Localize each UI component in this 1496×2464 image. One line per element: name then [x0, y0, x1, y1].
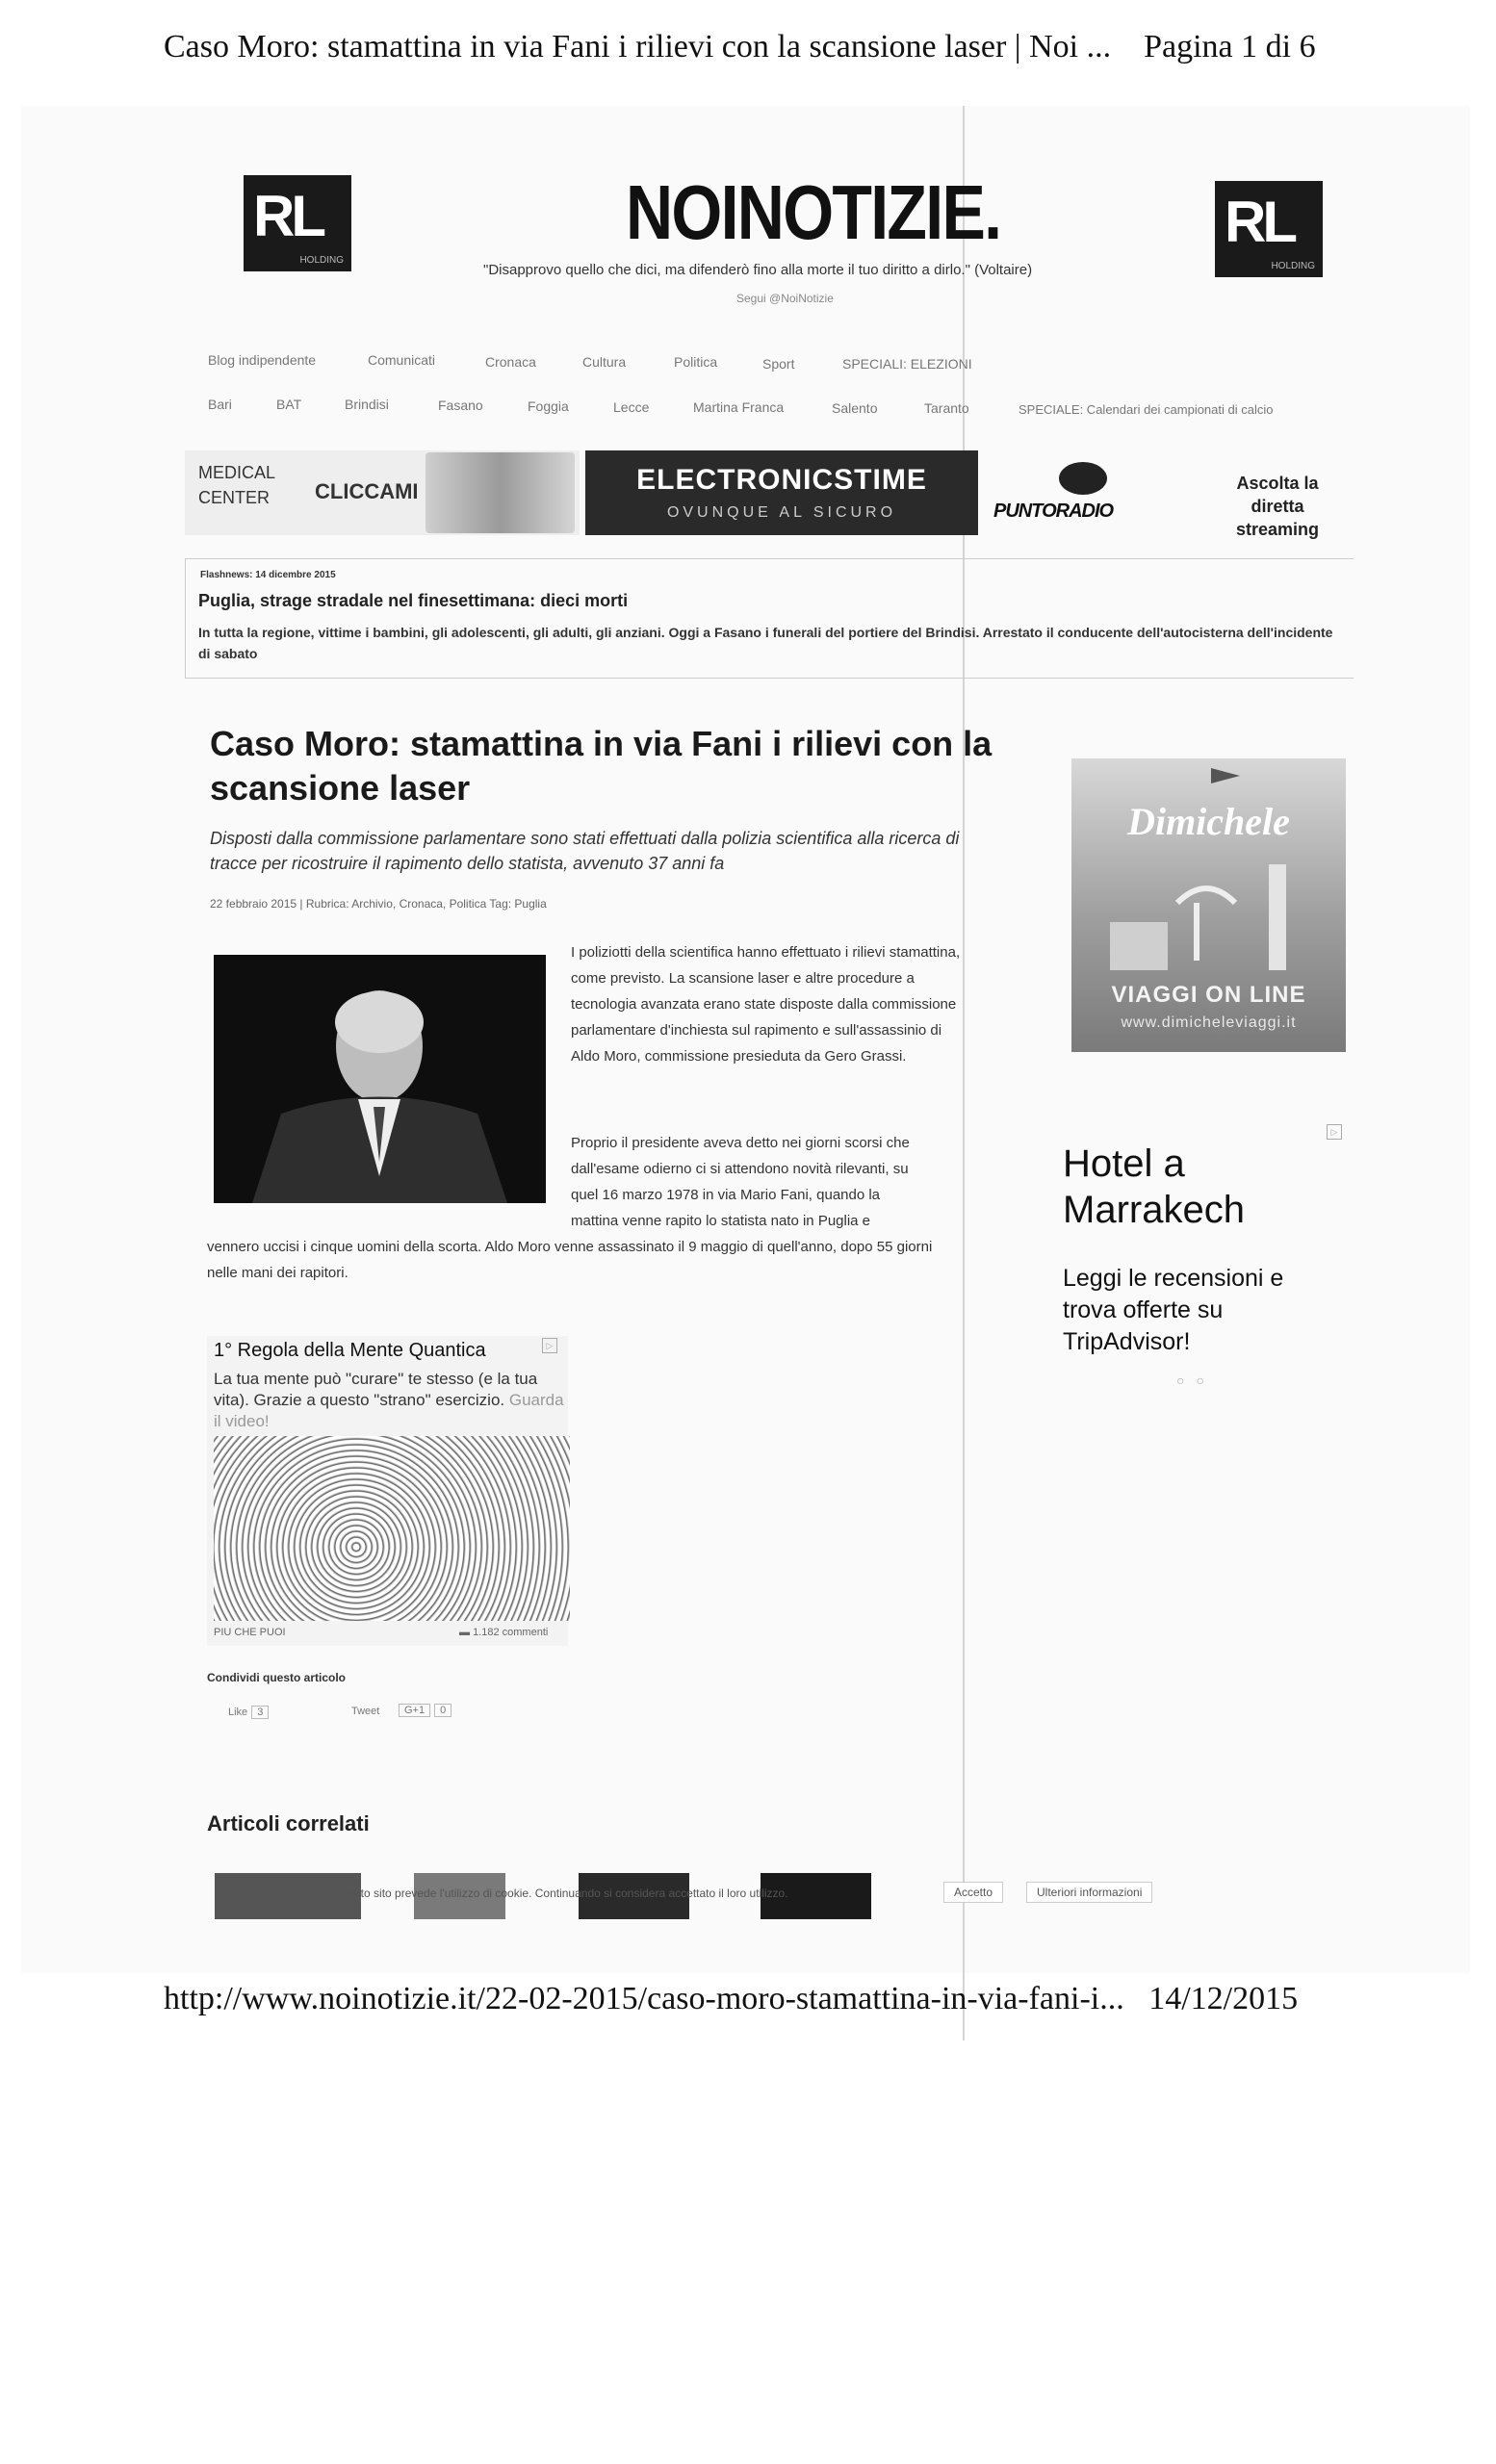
flashnews-label: Flashnews: 14 dicembre 2015 [200, 570, 336, 580]
gplus-button[interactable]: G+1 0 [395, 1704, 451, 1717]
nav-fasano[interactable]: Fasano [438, 398, 483, 413]
adchoices-icon-2[interactable]: ▷ [542, 1338, 557, 1353]
cookie-notice-text: Questo sito prevede l'utilizzo di cookie. Continuando si considera accettato il loro utilizzo. [333, 1886, 788, 1900]
scan-artifact-line [963, 106, 965, 2040]
nav-bat[interactable]: BAT [276, 397, 302, 412]
hotel-ad-title[interactable]: Hotel a Marrakech [1063, 1142, 1245, 1231]
site-motto: "Disapprovo quello che dici, ma difenderò fino alla morte il tuo diritto a dirlo." (Voltaire) [483, 262, 1033, 278]
article-paragraph-2-line-3: quel 16 marzo 1978 in via Mario Fani, quando la [571, 1187, 881, 1203]
nav-salento[interactable]: Salento [832, 400, 878, 416]
print-footer-url: http://www.noinotizie.it/22-02-2015/caso-moro-stamattina-in-via-fani-i... 14/12/2015 [164, 1981, 1299, 2016]
gplus-count: 0 [434, 1704, 451, 1717]
like-button[interactable]: Like 3 [228, 1706, 269, 1719]
site-title[interactable]: NOINOTIZIE. [626, 169, 1001, 255]
print-header-title: Caso Moro: stamattina in via Fani i rilievi con la scansione laser | Noi ... Pagina 1 di 6 [164, 29, 1316, 64]
article-subtitle: Disposti dalla commissione parlamentare sono stati effettuati dalla polizia scientifica alla ricerca di tracce per ricostruire il rapimento dello statista, avvenuto 37 anni fa [210, 829, 960, 873]
ad-electronicstime[interactable]: ELECTRONICSTIME OVUNQUE AL SICURO [585, 450, 978, 535]
cookie-more-button[interactable]: Ulteriori informazioni [1026, 1882, 1152, 1903]
adchoices-icon[interactable]: ▷ [1327, 1124, 1342, 1140]
article-paragraph-2-line-4: mattina venne rapito lo statista nato in Puglia e [571, 1213, 871, 1229]
nav-lecce[interactable]: Lecce [613, 399, 650, 415]
related-articles-title: Articoli correlati [207, 1811, 370, 1835]
mente-ad-brain-image[interactable] [214, 1436, 570, 1621]
tweet-button[interactable]: Tweet [351, 1706, 380, 1717]
mente-ad-text: La tua mente può "curare" te stesso (e la tua vita). Grazie a questo "strano" esercizio. Guarda il video! [214, 1370, 564, 1430]
nav-politica[interactable]: Politica [674, 354, 718, 370]
article-paragraph-2-line-1: Proprio il presidente aveva detto nei giorni scorsi che [571, 1135, 910, 1151]
article-paragraph-2-tail: vennero uccisi i cinque uomini della scorta. Aldo Moro venne assassinato il 9 maggio di quell'anno, dopo 55 giorni nelle mani dei rapitori. [207, 1239, 933, 1281]
flashnews-title[interactable]: Puglia, strage stradale nel finesettimana: dieci morti [198, 591, 629, 610]
aldo-moro-photo [214, 955, 546, 1203]
holding-logo-left[interactable]: RL HOLDING [244, 175, 351, 271]
mente-ad-title[interactable]: 1° Regola della Mente Quantica [214, 1340, 486, 1361]
article-paragraph-1: I poliziotti della scientifica hanno effettuato i rilievi stamattina, come previsto. La scansione laser e altre procedure a tecnologia avanzata erano state disposte dalla commissione parlamentare d'inchiesta sul rapimento e sull'assassinio di Aldo Moro, commissione presieduta da Gero Grassi. [571, 944, 961, 1065]
hotel-ad-text[interactable]: Leggi le recensioni e trova offerte su TripAdvisor! [1063, 1265, 1284, 1355]
nav-cronaca[interactable]: Cronaca [485, 354, 536, 370]
nav-comunicati[interactable]: Comunicati [368, 352, 436, 368]
nav-speciali-elezioni[interactable]: SPECIALI: ELEZIONI [842, 356, 972, 372]
nav-foggia[interactable]: Foggia [528, 398, 569, 414]
mente-ad-link[interactable]: Guarda il video! [214, 1391, 564, 1430]
nav-speciale-calendari[interactable]: SPECIALE: Calendari dei campionati di calcio [1019, 402, 1274, 417]
comment-icon: ▬ [459, 1627, 470, 1638]
print-page-number: Pagina 1 di 6 [1144, 29, 1316, 64]
holding-logo-right[interactable]: RL HOLDING [1215, 181, 1323, 277]
like-count: 3 [251, 1706, 269, 1719]
nav-brindisi[interactable]: Brindisi [345, 397, 389, 412]
nav-cultura[interactable]: Cultura [582, 354, 627, 370]
ad-medical-center[interactable]: MEDICAL CENTER CLICCAMI [185, 450, 580, 535]
radio-streaming-cta: Ascolta la diretta streaming [1235, 474, 1320, 539]
ad-dimichele-viaggi[interactable]: Dimichele VIAGGI ON LINE www.dimicheleviaggi.it [1071, 758, 1346, 1052]
ad-puntoradio[interactable]: PUNTORADIO Ascolta la diretta streaming [984, 450, 1354, 535]
share-title: Condividi questo articolo [207, 1671, 347, 1684]
puntoradio-logo-icon [1059, 462, 1107, 495]
article-meta: 22 febbraio 2015 | Rubrica: Archivio, Cronaca, Politica Tag: Puglia [210, 897, 547, 911]
nav-blog[interactable]: Blog indipendente [208, 352, 317, 368]
flashnews-text: In tutta la regione, vittime i bambini, gli adolescenti, gli adulti, gli anziani. Oggi a Fasano i funerali del portiere del Brindisi. Arrestato il conducente dell'autocisterna dell'incidente di sabato [198, 625, 1333, 661]
carousel-dots[interactable]: ○○ [1176, 1373, 1216, 1388]
nav-martina-franca[interactable]: Martina Franca [693, 399, 785, 415]
ad-people-image [426, 452, 575, 533]
follow-link[interactable]: Segui @NoiNotizie [736, 292, 834, 305]
nav-bari[interactable]: Bari [208, 397, 232, 412]
cookie-accept-button[interactable]: Accetto [943, 1882, 1003, 1903]
print-footer-date: 14/12/2015 [1148, 1981, 1299, 2016]
article-title: Caso Moro: stamattina in via Fani i rilievi con la scansione laser [210, 724, 993, 808]
article-paragraph-2-line-2: dall'esame odierno ci si attendono novità rilevanti, su [571, 1161, 909, 1177]
mente-ad-source: PIU CHE PUOI [214, 1627, 286, 1638]
mente-ad-comments: ▬ 1.182 commenti [459, 1627, 549, 1638]
nav-sport[interactable]: Sport [762, 356, 795, 372]
nav-taranto[interactable]: Taranto [924, 400, 969, 416]
